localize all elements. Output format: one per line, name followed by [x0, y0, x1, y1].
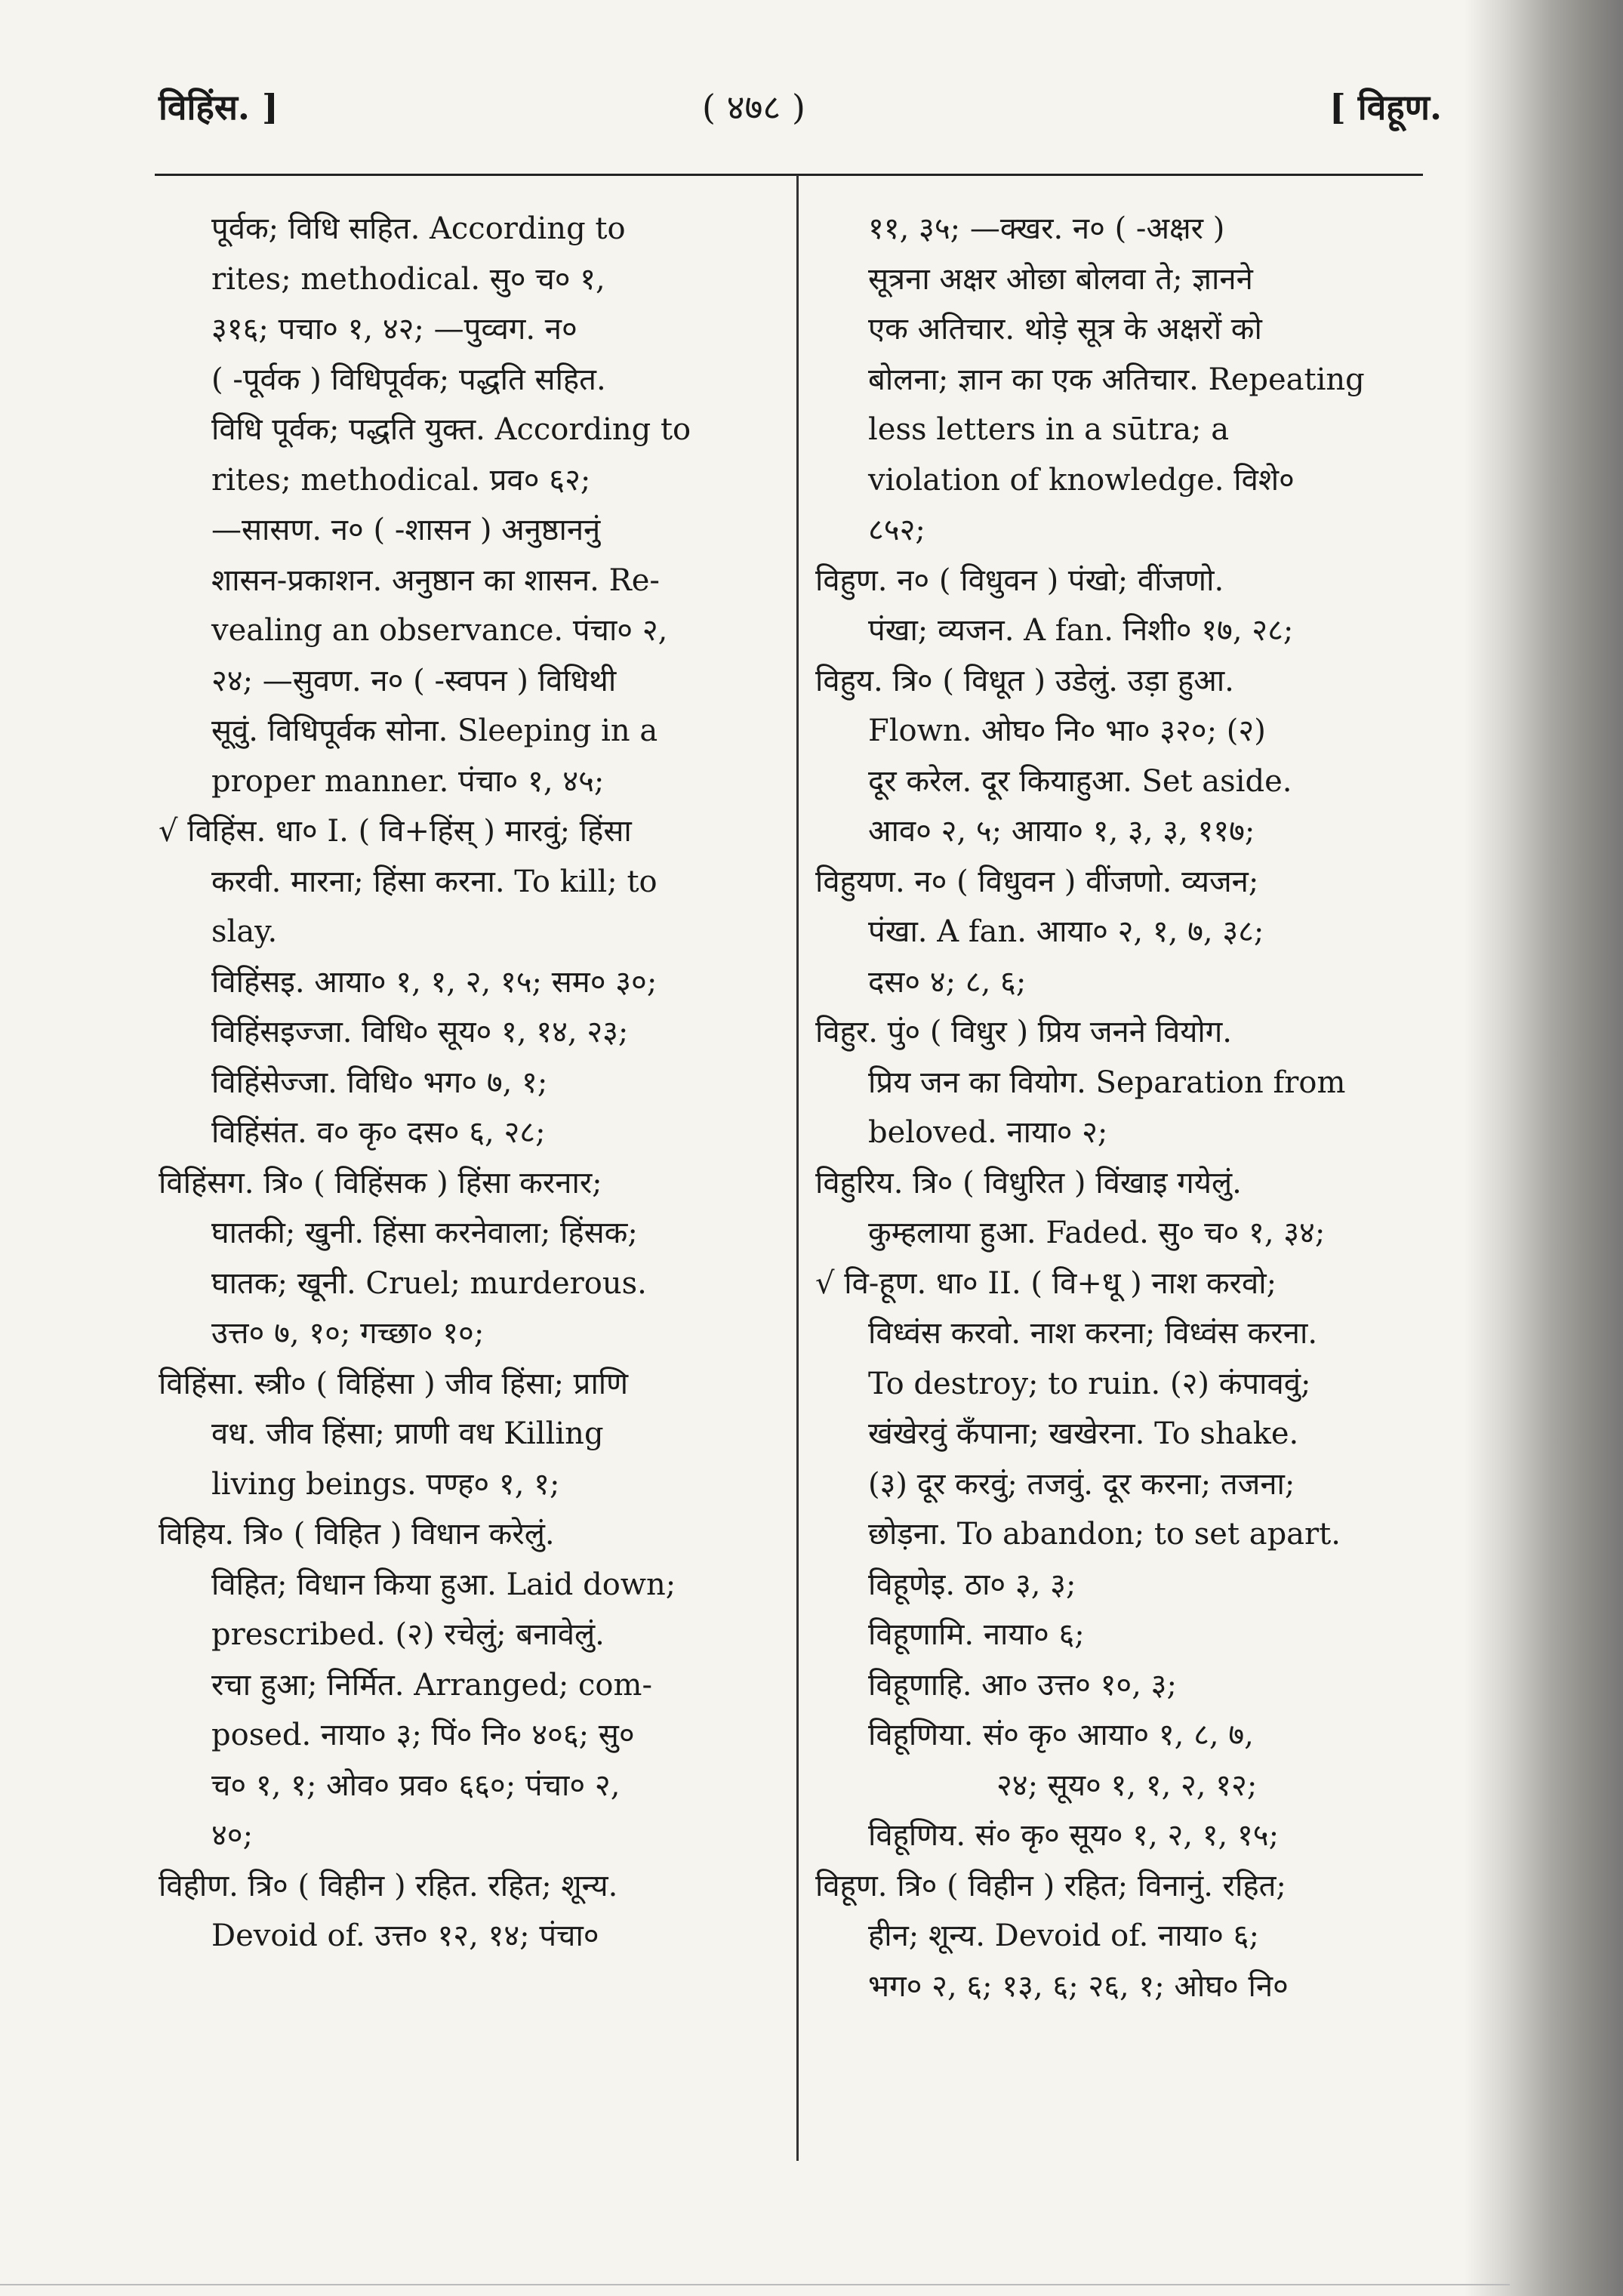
entry-text-line: विहिंसेज्जा. विधि० भग० ७, १;	[211, 1065, 548, 1100]
entry-text-line: पंखा; व्यजन. A fan. निशी० १७, २८;	[868, 613, 1294, 648]
entry-headword-line: √ विहिंस. धा० I. ( वि+हिंस् ) मारवुं; हिंसा	[159, 814, 632, 849]
header-right-guide-word: [ विहूण.	[1329, 87, 1442, 128]
book-spine-shadow	[1464, 0, 1623, 2296]
entry-text-line: Flown. ओघ० नि० भा० ३२०; (२)	[868, 713, 1266, 748]
entry-text-line: ( -पूर्वक ) विधिपूर्वक; पद्धति सहित.	[211, 362, 606, 397]
entry-text-line: शासन-प्रकाशन. अनुष्ठान का शासन. Re-	[211, 562, 660, 598]
entry-headword-line: √ वि-हूण. धा० II. ( वि+धू ) नाश करवो;	[815, 1265, 1277, 1301]
entry-text-line: खंखेरवुं कँपाना; खखेरना. To shake.	[868, 1416, 1299, 1451]
entry-text-line: प्रिय जन का वियोग. Separation from	[868, 1065, 1346, 1100]
entry-text-line: To destroy; to ruin. (२) कंपाववुं;	[868, 1366, 1311, 1401]
entry-headword-line: विहुरिय. त्रि० ( विधुरित ) विंखाइ गयेलुं.	[815, 1165, 1242, 1200]
entry-text-line: —सासण. न० ( -शासन ) अनुष्ठाननुं	[211, 513, 601, 547]
entry-text-line: सूवुं. विधिपूर्वक सोना. Sleeping in a	[211, 713, 658, 748]
entry-text-line: Devoid of. उत्त० १२, १४; पंचा०	[211, 1918, 599, 1953]
entry-text-line: च० १, १; ओव० प्रव० ६६०; पंचा० २,	[211, 1767, 621, 1803]
entry-text-line: उत्त० ७, १०; गच्छा० १०;	[211, 1316, 485, 1351]
entry-text-line: विध्वंस करवो. नाश करना; विध्वंस करना.	[868, 1316, 1318, 1351]
entry-headword-line: विहिंसग. त्रि० ( विहिंसक ) हिंसा करनार;	[159, 1165, 602, 1200]
entry-text-line: prescribed. (२) रचेलुं; बनावेलुं.	[211, 1617, 605, 1652]
entry-text-line: विहूणाहि. आ० उत्त० १०, ३;	[868, 1667, 1177, 1703]
entry-text-line: less letters in a sūtra; a	[868, 412, 1230, 447]
entry-text-line: पंखा. A fan. आया० २, १, ७, ३८;	[868, 914, 1264, 949]
entry-text-line: रचा हुआ; निर्मित. Arranged; com-	[211, 1667, 652, 1703]
left-column	[159, 204, 785, 1962]
entry-text-line: ११, ३५; —क्खर. न० ( -अक्षर )	[868, 211, 1225, 246]
entry-text-line: विधि पूर्वक; पद्धति युक्त. According to	[211, 412, 691, 447]
entry-text-line: beloved. नाया० २;	[868, 1115, 1108, 1150]
entry-text-line: घातक; खूनी. Cruel; murderous.	[211, 1265, 647, 1301]
entry-headword-line: विहीण. त्रि० ( विहीन ) रहित. रहित; शून्य.	[159, 1868, 618, 1903]
entry-text-line: violation of knowledge. विशे०	[868, 462, 1295, 498]
entry-text-line: विहिंसइ. आया० १, १, २, १५; सम० ३०;	[211, 964, 658, 1000]
entry-text-line: विहिंसइज्जा. विधि० सूय० १, १४, २३;	[211, 1015, 629, 1049]
page-header	[159, 83, 1442, 143]
entry-text-line: सूत्रना अक्षर ओछा बोलवा ते; ज्ञानने	[868, 261, 1253, 297]
entry-headword-line: विहूण. त्रि० ( विहीन ) रहित; विनानुं. रहित;	[815, 1868, 1286, 1903]
entry-text-line: विहूणिय. सं० कृ० सूय० १, २, १, १५;	[868, 1818, 1280, 1853]
entry-headword-line: विहिय. त्रि० ( विहित ) विधान करेलुं.	[159, 1517, 555, 1552]
entry-text-line: आव० २, ५; आया० १, ३, ३, ११७;	[868, 814, 1255, 849]
entry-text-line: विहित; विधान किया हुआ. Laid down;	[211, 1567, 676, 1602]
footer-rule	[0, 2284, 1510, 2285]
header-rule	[155, 174, 1423, 176]
entry-text-line: विहूणेइ. ठा० ३, ३;	[868, 1567, 1076, 1602]
entry-text-line: भग० २, ६; १३, ६; २६, १; ओघ० नि०	[868, 1968, 1289, 2004]
entry-text-line: घातकी; खुनी. हिंसा करनेवाला; हिंसक;	[211, 1216, 638, 1250]
entry-text-line: छोड़ना. To abandon; to set apart.	[868, 1517, 1341, 1552]
entry-text-line: दस० ४; ८, ६;	[868, 964, 1027, 1000]
entry-text-line: विहूणामि. नाया० ६;	[868, 1617, 1085, 1652]
entry-text-line: विहूणिया. सं० कृ० आया० १, ८, ७,	[868, 1718, 1254, 1752]
entry-text-line: कुम्हलाया हुआ. Faded. सु० च० १, ३४;	[868, 1216, 1326, 1250]
entry-text-line: वध. जीव हिंसा; प्राणी वध Killing	[211, 1416, 604, 1451]
entry-text-line: rites; methodical. प्रव० ६२;	[211, 462, 591, 498]
entry-text-line: विहिंसंत. व० कृ० दस० ६, २८;	[211, 1115, 546, 1150]
entry-text-line: करवी. मारना; हिंसा करना. To kill; to	[211, 864, 658, 899]
entry-headword-line: विहुय. त्रि० ( विधूत ) उडेलुं. उड़ा हुआ.	[815, 663, 1234, 698]
entry-text-line: rites; methodical. सु० च० १,	[211, 261, 605, 297]
entry-text-line: ८५२;	[868, 513, 925, 547]
entry-text-line: proper manner. पंचा० १, ४५;	[211, 763, 605, 799]
header-left-guide-word: विहिंस. ]	[159, 87, 279, 128]
entry-headword-line: विहुयण. न० ( विधुवन ) वींजणो. व्यजन;	[815, 864, 1259, 899]
entry-text-line: slay.	[211, 914, 278, 949]
entry-headword-line: विहिंसा. स्त्री० ( विहिंसा ) जीव हिंसा; प्राणि	[159, 1366, 629, 1401]
entry-text-line: बोलना; ज्ञान का एक अतिचार. Repeating	[868, 362, 1365, 397]
entry-text-line: (३) दूर करवुं; तजवुं. दूर करना; तजना;	[868, 1466, 1295, 1502]
right-column	[815, 204, 1423, 2011]
entry-text-line: २४; सूय० १, १, २, १२;	[996, 1767, 1258, 1803]
entry-text-line: vealing an observance. पंचा० २,	[211, 613, 668, 648]
entry-text-line: पूर्वक; विधि सहित. According to	[211, 211, 626, 246]
entry-headword-line: विहुण. न० ( विधुवन ) पंखो; वींजणो.	[815, 562, 1224, 598]
entry-text-line: हीन; शून्य. Devoid of. नाया० ६;	[868, 1918, 1259, 1953]
entry-text-line: एक अतिचार. थोड़े सूत्र के अक्षरों को	[868, 312, 1262, 347]
entry-text-line: दूर करेल. दूर कियाहुआ. Set aside.	[868, 763, 1292, 799]
page-number: ( ४७८ )	[702, 87, 805, 128]
column-divider	[796, 175, 799, 2161]
entry-headword-line: विहुर. पुं० ( विधुर ) प्रिय जनने वियोग.	[815, 1015, 1233, 1049]
entry-text-line: ४०;	[211, 1818, 254, 1853]
entry-text-line: ३१६; पचा० १, ४२; —पुव्वग. न०	[211, 312, 577, 347]
entry-text-line: posed. नाया० ३; पिं० नि० ४०६; सु०	[211, 1718, 635, 1752]
entry-text-line: living beings. पण्ह० १, १;	[211, 1466, 560, 1502]
entry-text-line: २४; —सुवण. न० ( -स्वपन ) विधिथी	[211, 663, 617, 698]
